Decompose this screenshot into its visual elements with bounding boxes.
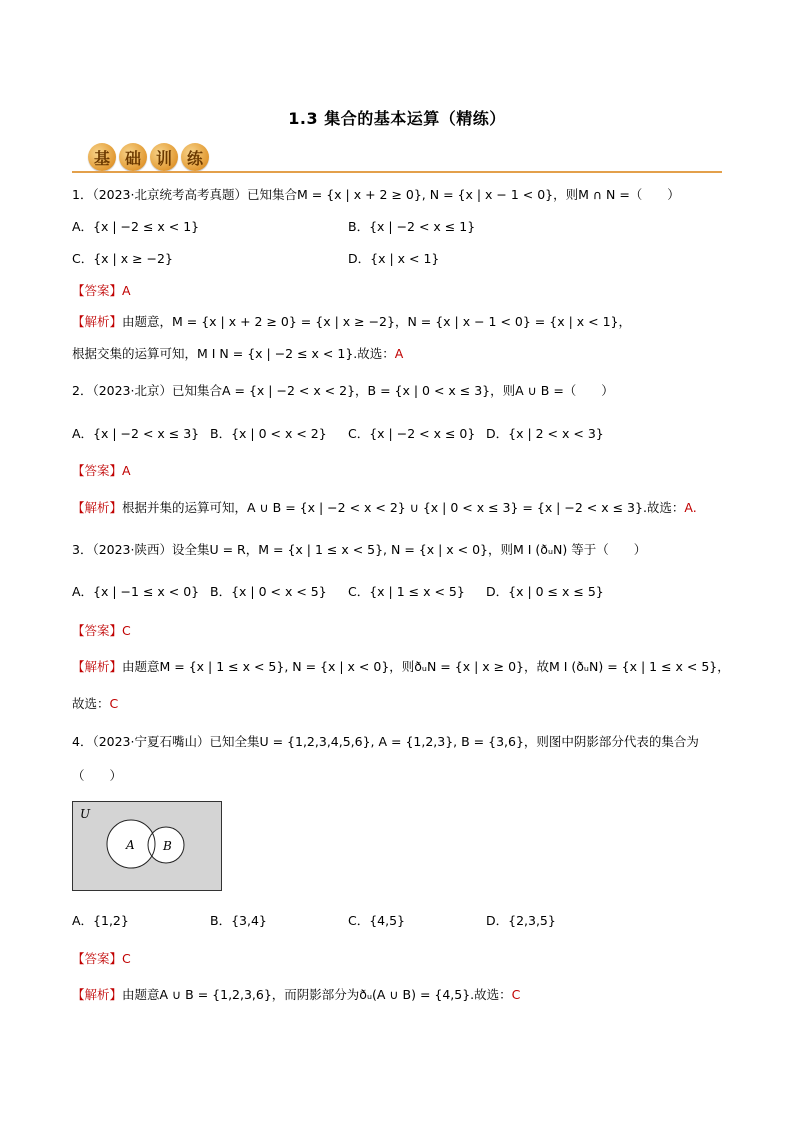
q3-option-d: D．{x | 0 ≤ x ≤ 5} xyxy=(486,584,604,599)
section-banner xyxy=(72,141,722,175)
analysis-tag: 【解析】 xyxy=(72,314,123,329)
q3-option-b: B．{x | 0 < x < 5} xyxy=(210,584,327,599)
venn-label-a: A xyxy=(126,838,135,852)
analysis-text: 根据交集的运算可知，M I N = {x | −2 ≤ x < 1}.故选： xyxy=(72,346,395,361)
analysis-choice: C xyxy=(511,987,521,1002)
q2-option-b: B．{x | 0 < x < 2} xyxy=(210,426,327,441)
answer-value: A xyxy=(122,463,131,478)
q1-analysis-line-1 xyxy=(72,313,631,331)
analysis-text: 根据并集的运算可知，A ∪ B = {x | −2 < x < 2} ∪ {x | 0 < x ≤ 3} = {x | −2 < x ≤ 3}.故选： xyxy=(122,500,685,515)
analysis-text: 由题意，M = {x | x + 2 ≥ 0} = {x | x ≥ −2}，N = {x | x − 1 < 0} = {x | x < 1}， xyxy=(122,314,631,329)
analysis-text: 由题意A ∪ B = {1,2,3,6}，而阴影部分为ðᵤ(A ∪ B) = {4,5}.故选： xyxy=(122,987,512,1002)
banner-char: 练 xyxy=(181,143,209,171)
q4-analysis-line-1 xyxy=(72,986,520,1004)
venn-label-u: U xyxy=(80,807,91,821)
q1-option-a: A．{x | −2 ≤ x < 1} xyxy=(72,219,200,234)
analysis-choice: C xyxy=(109,696,119,711)
analysis-tag: 【解析】 xyxy=(72,500,123,515)
q4-stem-line-1: 4．（2023·宁夏石嘴山）已知全集U = {1,2,3,4,5,6}, A = {1,2,3}, B = {3,6}，则图中阴影部分代表的集合为 xyxy=(72,734,699,749)
answer-value: A xyxy=(122,283,131,298)
answer-tag: 【答案】 xyxy=(72,463,123,478)
analysis-choice: A. xyxy=(684,500,697,515)
analysis-tag: 【解析】 xyxy=(72,659,123,674)
analysis-tag: 【解析】 xyxy=(72,987,123,1002)
q1-option-b: B．{x | −2 < x ≤ 1} xyxy=(348,219,476,234)
q1-stem: 1．（2023·北京统考高考真题）已知集合M = {x | x + 2 ≥ 0}, N = {x | x − 1 < 0}，则M ∩ N =（ ） xyxy=(72,187,680,202)
answer-tag: 【答案】 xyxy=(72,283,123,298)
q4-option-b: B．{3,4} xyxy=(210,913,267,928)
q2-option-d: D．{x | 2 < x < 3} xyxy=(486,426,604,441)
q1-answer xyxy=(72,282,131,300)
q2-stem: 2．（2023·北京）已知集合A = {x | −2 < x < 2}，B = {x | 0 < x ≤ 3}，则A ∪ B =（ ） xyxy=(72,383,614,398)
q3-option-a: A．{x | −1 ≤ x < 0} xyxy=(72,584,200,599)
q4-stem-line-2: （ ） xyxy=(72,768,123,783)
q2-answer xyxy=(72,462,131,480)
q3-analysis-line-2 xyxy=(72,695,118,713)
answer-tag: 【答案】 xyxy=(72,623,123,638)
banner-char: 基 xyxy=(88,143,116,171)
analysis-text: 由题意M = {x | 1 ≤ x < 5}, N = {x | x < 0}，则ðᵤN = {x | x ≥ 0}，故M I (ðᵤN) = {x | 1 ≤ x < 5}， xyxy=(122,659,730,674)
venn-label-b: B xyxy=(163,839,172,853)
q1-option-d: D．{x | x < 1} xyxy=(348,251,440,266)
answer-value: C xyxy=(122,951,131,966)
q3-answer xyxy=(72,622,131,640)
q4-option-c: C．{4,5} xyxy=(348,913,406,928)
q3-stem: 3．（2023·陕西）设全集U = R，M = {x | 1 ≤ x < 5}, N = {x | x < 0}，则M I (ðᵤN) 等于（ ） xyxy=(72,542,647,557)
banner-characters xyxy=(88,143,209,171)
venn-svg xyxy=(73,802,221,890)
q4-option-d: D．{2,3,5} xyxy=(486,913,556,928)
page-title: 1.3 集合的基本运算（精练） xyxy=(288,109,506,128)
banner-rule xyxy=(72,171,722,173)
analysis-choice: A xyxy=(394,346,404,361)
q3-analysis-line-1 xyxy=(72,658,730,676)
q2-option-a: A．{x | −2 < x ≤ 3} xyxy=(72,426,200,441)
q1-option-c: C．{x | x ≥ −2} xyxy=(72,251,173,266)
analysis-text: 故选： xyxy=(72,696,110,711)
banner-char: 础 xyxy=(119,143,147,171)
answer-value: C xyxy=(122,623,131,638)
q4-option-a: A．{1,2} xyxy=(72,913,129,928)
venn-diagram xyxy=(72,801,222,891)
q1-analysis-line-2 xyxy=(72,345,403,363)
q2-option-c: C．{x | −2 < x ≤ 0} xyxy=(348,426,476,441)
answer-tag: 【答案】 xyxy=(72,951,123,966)
q3-option-c: C．{x | 1 ≤ x < 5} xyxy=(348,584,465,599)
banner-char: 训 xyxy=(150,143,178,171)
q4-answer xyxy=(72,950,131,968)
q2-analysis-line-1 xyxy=(72,499,697,517)
